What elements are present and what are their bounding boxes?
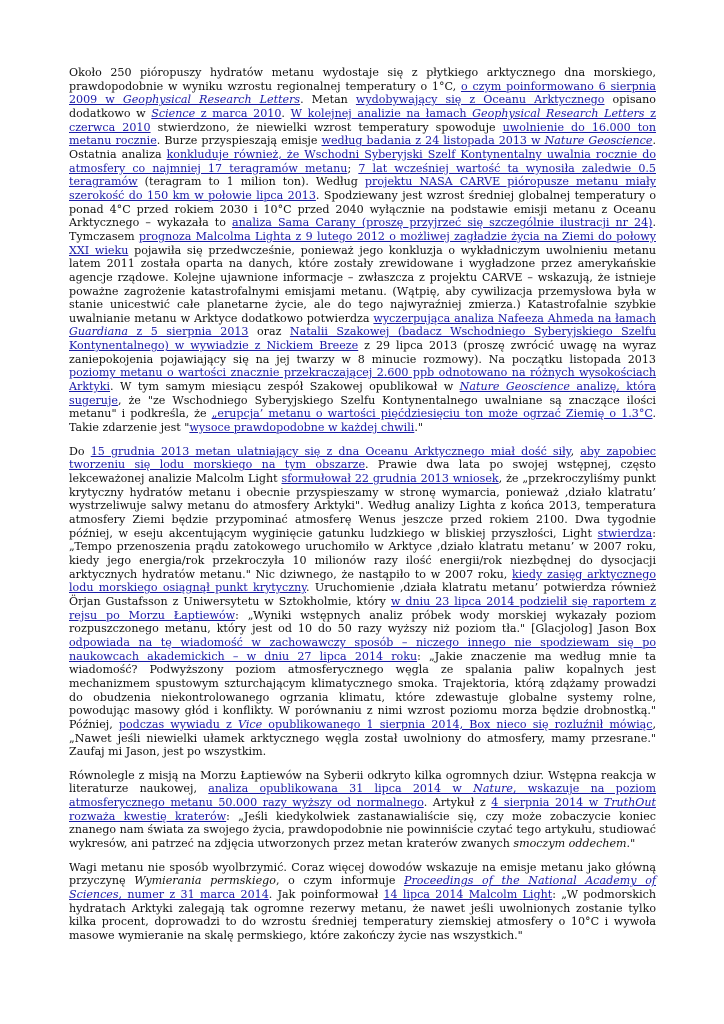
inline-link[interactable] (238, 718, 262, 731)
italic-text[interactable]: Geophysical Research Letters (122, 93, 301, 107)
inline-link[interactable]: prognoza Malcolma Lighta z 9 lutego 2012 o możliwej zagładzie życia na Ziemi do połowy XXI wieku (69, 229, 656, 257)
italic-text (134, 874, 276, 887)
inline-link[interactable]: sformułował 22 grudnia 2013 wniosek (281, 472, 499, 486)
body-text: . Takie zdarzenie jest " (69, 407, 657, 435)
body-text: . Ostatnia analiza (69, 134, 656, 161)
inline-link[interactable]: , wskazuje na poziom atmosferycznego metanu 50.000 razy wyższy od normalnego (69, 782, 656, 810)
inline-link[interactable]: , numer z 31 marca 2014 (118, 888, 269, 902)
inline-link[interactable]: z czerwca 2010 (69, 106, 656, 134)
body-text: . Jak poinformował (268, 888, 384, 902)
inline-link[interactable]: poziomy metanu o wartości znacznie przekraczającej 2.600 ppb odnotowano na różnych wysokościach Arktyki (69, 366, 656, 394)
inline-link[interactable]: „erupcja’ metanu o wartości pięćdziesięciu ton może ogrzać Ziemię o 1.3°C (211, 407, 653, 421)
inline-link[interactable]: wysoce prawdopodobne w każdej chwili (189, 421, 415, 435)
inline-link[interactable] (460, 380, 570, 393)
inline-link[interactable] (123, 93, 300, 106)
inline-link[interactable]: projektu NASA CARVE pióropusze metanu miały szerokość do 150 km w połowie lipca 2013 (69, 175, 656, 202)
inline-link[interactable]: W kolejnej analizie na łamach (290, 106, 473, 120)
inline-link[interactable] (473, 782, 513, 795)
body-text: . Burze przyspieszają emisje (156, 134, 322, 148)
italic-text[interactable]: Vice (238, 717, 263, 731)
body-text: stwierdzono, że niewielki wzrost temperatury spowoduje (150, 120, 503, 134)
body-text: oraz (248, 325, 290, 339)
inline-link[interactable]: analizę, która sugeruje (69, 380, 656, 407)
inline-link[interactable]: według badania z 24 listopada 2013 w (321, 134, 545, 148)
inline-link[interactable] (545, 134, 653, 147)
italic-text[interactable]: Nature Geoscience (459, 380, 570, 394)
body-text: . Prawie dwa lata po swojej wstępnej, często lekceważonej analizie Malcolm Light (69, 458, 656, 486)
inline-link[interactable]: uwolnienie do 16.000 ton metanu rocznie (69, 120, 657, 148)
body-text: : „W podmorskich hydratach Arktyki zalegają tak ogromne rezerwy metanu, że nawet jeśli uwolnionych zostanie tylko kilka procent, doprowadzi to do wzrostu średniej temperatury ziemskiej atmosfery o 10°C i wywoła masowe wymieranie na skalę permskiego, które zakończy życie nas wszystkich." (69, 888, 657, 943)
paragraph-3 (69, 769, 656, 851)
body-text: opisano dodatkowo w (69, 93, 656, 120)
inline-link[interactable]: wyczerpująca analiza Nafeeza Ahmeda na łamach (373, 311, 656, 325)
inline-link[interactable]: odpowiada na tę wiadomość w zachowawczy sposób – niczego innego nie spodziewam się po naukowcach akademickich – w dniu 27 lipca 2014 roku (69, 635, 656, 663)
body-text: Do (69, 444, 91, 458)
inline-link[interactable]: analiza Sama Carany (proszę przyjrzeć się szczególnie ilustracji nr 24) (231, 216, 653, 230)
paragraph-1 (69, 66, 656, 435)
italic-text[interactable]: Nature (473, 782, 513, 796)
body-text: : „Jeśli kiedykolwiek zastanawialiście się, czy może zobaczycie koniec znanego nam świata za swojego życia, prawdopodobnie nie powinniście czytać tego artykułu, studiować wykresów, ani patrzeć na zdjęcia utworzonych przez metan kraterów zwanych (69, 809, 656, 851)
inline-link[interactable]: 4 sierpnia 2014 w (491, 796, 604, 810)
inline-link[interactable]: z marca 2010 (195, 106, 282, 120)
body-text: , o czym informuje (275, 874, 405, 888)
body-text: : „Tempo przenoszenia prądu zatokowego uruchomiło w Arktyce ‚działo klatratu metanu’ w 2007 roku, kiedy jego energia/rok przekroczyła 10 milionów razy ilość energii/rok niezbędnej do dysocjacji arktycznych hydratów metanu." Nic dziwnego, że nastąpiło to w 2007 roku, (69, 526, 656, 581)
inline-link[interactable] (472, 107, 644, 120)
inline-link[interactable]: z 5 sierpnia 2013 (127, 325, 249, 339)
italic-text: smoczym oddechem (513, 837, 627, 851)
italic-text[interactable]: Proceedings of the National Academy of Sciences (69, 874, 656, 902)
inline-link[interactable]: wydobywający się z Oceanu Arktycznego (355, 93, 605, 107)
body-text: : „Wyniki wstępnych analiz próbek wody morskiej wykazały poziom rozpuszczonego metanu, który jest od 10 do 50 razy wyższy niż poziom tła." [Glacjolog] Jason Box (69, 608, 657, 636)
inline-link[interactable] (151, 107, 195, 120)
italic-text (513, 837, 626, 850)
inline-link[interactable] (69, 325, 128, 338)
italic-text[interactable]: Science (151, 106, 196, 120)
inline-link[interactable]: analiza opublikowana 31 lipca 2014 w (208, 782, 474, 796)
paragraph-4 (69, 861, 656, 943)
body-text: Wagi metanu nie sposób wyolbrzymić. Coraz więcej dowodów wskazuje na emisje metanu jako główną przyczynę (69, 860, 656, 888)
italic-text[interactable]: Geophysical Research Letters (472, 106, 645, 120)
body-text: , że "ze Wschodniego Syberyjskiego Szelfu Kontynentalnego uwalniane są znaczące ilości metanu" i podkreśla, że (69, 393, 656, 421)
inline-link[interactable]: kiedy zasięg arktycznego lodu morskiego osiągnął punkt krytyczny (69, 567, 656, 595)
italic-text[interactable]: TruthOut (603, 796, 656, 810)
body-text: , „Nawet jeśli niewielki ułamek arktycznego węgla został uwolniony do atmosfery, mamy przesrane." Zaufaj mi Jason, jest po wszystkim. (69, 717, 657, 759)
inline-link[interactable]: konkluduje również, że Wschodni Syberyjski Szelf Kontynentalny uwalnia rocznie do atmosfery co najmniej 17 teragramów metanu (69, 147, 657, 175)
inline-link[interactable]: 7 lat wcześniej wartość ta wynosiła zaledwie 0.5 teragramów (69, 161, 656, 189)
body-text: . Uruchomienie ‚działa klatratu metanu’ potwierdza również Örjan Gustafsson z Uniwersytetu w Sztokholmie, który (69, 581, 656, 608)
body-text: . (281, 106, 291, 120)
italic-text[interactable]: Guardiana (69, 325, 128, 339)
body-text: . W tym samym miesiącu zespół Szakowej opublikował w (110, 380, 460, 394)
italic-text[interactable]: Nature Geoscience (544, 134, 653, 148)
inline-link[interactable]: o czym poinformowano 6 sierpnia 2009 w (69, 79, 656, 107)
inline-link[interactable]: podczas wywiadu z (118, 717, 239, 731)
body-text: . Spodziewany jest wzrost średniej globalnej temperatury o ponad 4°C przed rokiem 2030 i 10°C przed 2040 wyłącznie na podstawie emisji metanu z Oceanu Arktycznego – wykazała to (69, 188, 656, 230)
body-text: (teragram to 1 milion ton). Według (137, 175, 365, 189)
inline-link[interactable]: stwierdza (597, 526, 653, 540)
inline-link[interactable]: rozważa kwestię kraterów (69, 809, 227, 823)
inline-link[interactable]: w dniu 23 lipca 2014 podzielił się raportem z rejsu po Morzu Łaptiewów (69, 594, 657, 622)
body-text: , (570, 444, 581, 458)
body-text: Równolegle z misją na Morzu Łaptiewów na Syberii odkryto kilka ogromnych dziur. Wstępna reakcja w literaturze naukowej, (69, 768, 656, 796)
body-text: pojawiła się przedwcześnie, ponieważ jego konkluzja o wykładniczym uwolnieniu metanu latem 2011 została oparta na danych, które zostały zrewidowane i wygładzone przez amerykańskie agencje rządowe. Kolejne ujawnione informacje – zwłaszcza z projektu CARVE – wskazują, że istnieje poważne zagrożenie katastrofalnymi emisjami metanu. (Wątpię, aby cywilizacja przemysłowa była w stanie unicestwić całe planetarne życie, ale do tego najwyraźniej zmierza.) Katastrofalnie szybkie uwalnianie metanu w Arktyce dodatkowo potwierdza (69, 243, 656, 325)
body-text: ." (626, 837, 636, 851)
body-text: : „Jakie znaczenie ma według mnie ta wiadomość? Podwyższony poziom atmosferycznego węgla ze spalania paliw kopalnych jest mechanizmem spustowym szturchającym klimatycznego smoka. Trajektoria, którą zdążamy prowadzi do obudzenia niekontrolowanego ogrzania klimatu, które zdewastuje globalne systemy rolne, powodując masowy głód i konflikty. W porównaniu z nimi wzrost poziomu morza będzie drobnostką." Później, (69, 649, 657, 731)
inline-link[interactable]: opublikowanego 1 sierpnia 2014, Box nieco się rozluźnił mówiąc (262, 717, 653, 731)
body-text: . Tymczasem (69, 216, 656, 243)
body-text: ." (414, 421, 423, 435)
body-text: z 29 lipca 2013 (proszę zwrócić uwagę na wyraz zaniepokojenia pojawiający się na jej twarzy w 8 minucie rozmowy). Na początku listopada 2013 (69, 339, 656, 366)
inline-link[interactable]: 15 grudnia 2013 metan ulatniający się z dna Oceanu Arktycznego miał dość siły (90, 444, 571, 458)
body-text: ; (347, 161, 359, 175)
body-text: Około 250 pióropuszy hydratów metanu wydostaje się z płytkiego arktycznego dna morskiego, prawdopodobnie w wyniku wzrostu regionalnej temperatury o 1°C, (69, 66, 656, 93)
body-text: . Artykuł z (423, 796, 492, 810)
body-text: . Metan (300, 93, 356, 107)
body-text: , że „przekroczyliśmy punkt krytyczny hydratów metanu i obecnie przyspieszamy w stronę wymarcia, ponieważ ‚działo klatratu’ wystrzeliwuje salwy metanu do atmosfery Arktyki". Według analizy Lighta z końca 2013, temperatura atmosfery Ziemi będzie przypominać atmosferę Wenus jeszcze przed rokiem 2100. Dwa tygodnie później, w eseju akcentującym wyginięcie gatunku ludzkiego w bliskiej przyszłości, Light (69, 472, 657, 540)
italic-text: Wymierania permskiego (134, 874, 276, 888)
inline-link[interactable] (604, 796, 656, 809)
paragraph-2 (69, 445, 656, 759)
inline-link[interactable]: 14 lipca 2014 Malcolm Light (383, 888, 553, 902)
inline-link[interactable]: aby zapobiec tworzeniu się lodu morskiego na tym obszarze (69, 444, 656, 472)
inline-link[interactable]: Natalii Szakowej (badacz Wschodniego Syberyjskiego Szelfu Kontynentalnego) w wywiadzie z Nickiem Breeze (69, 325, 656, 353)
